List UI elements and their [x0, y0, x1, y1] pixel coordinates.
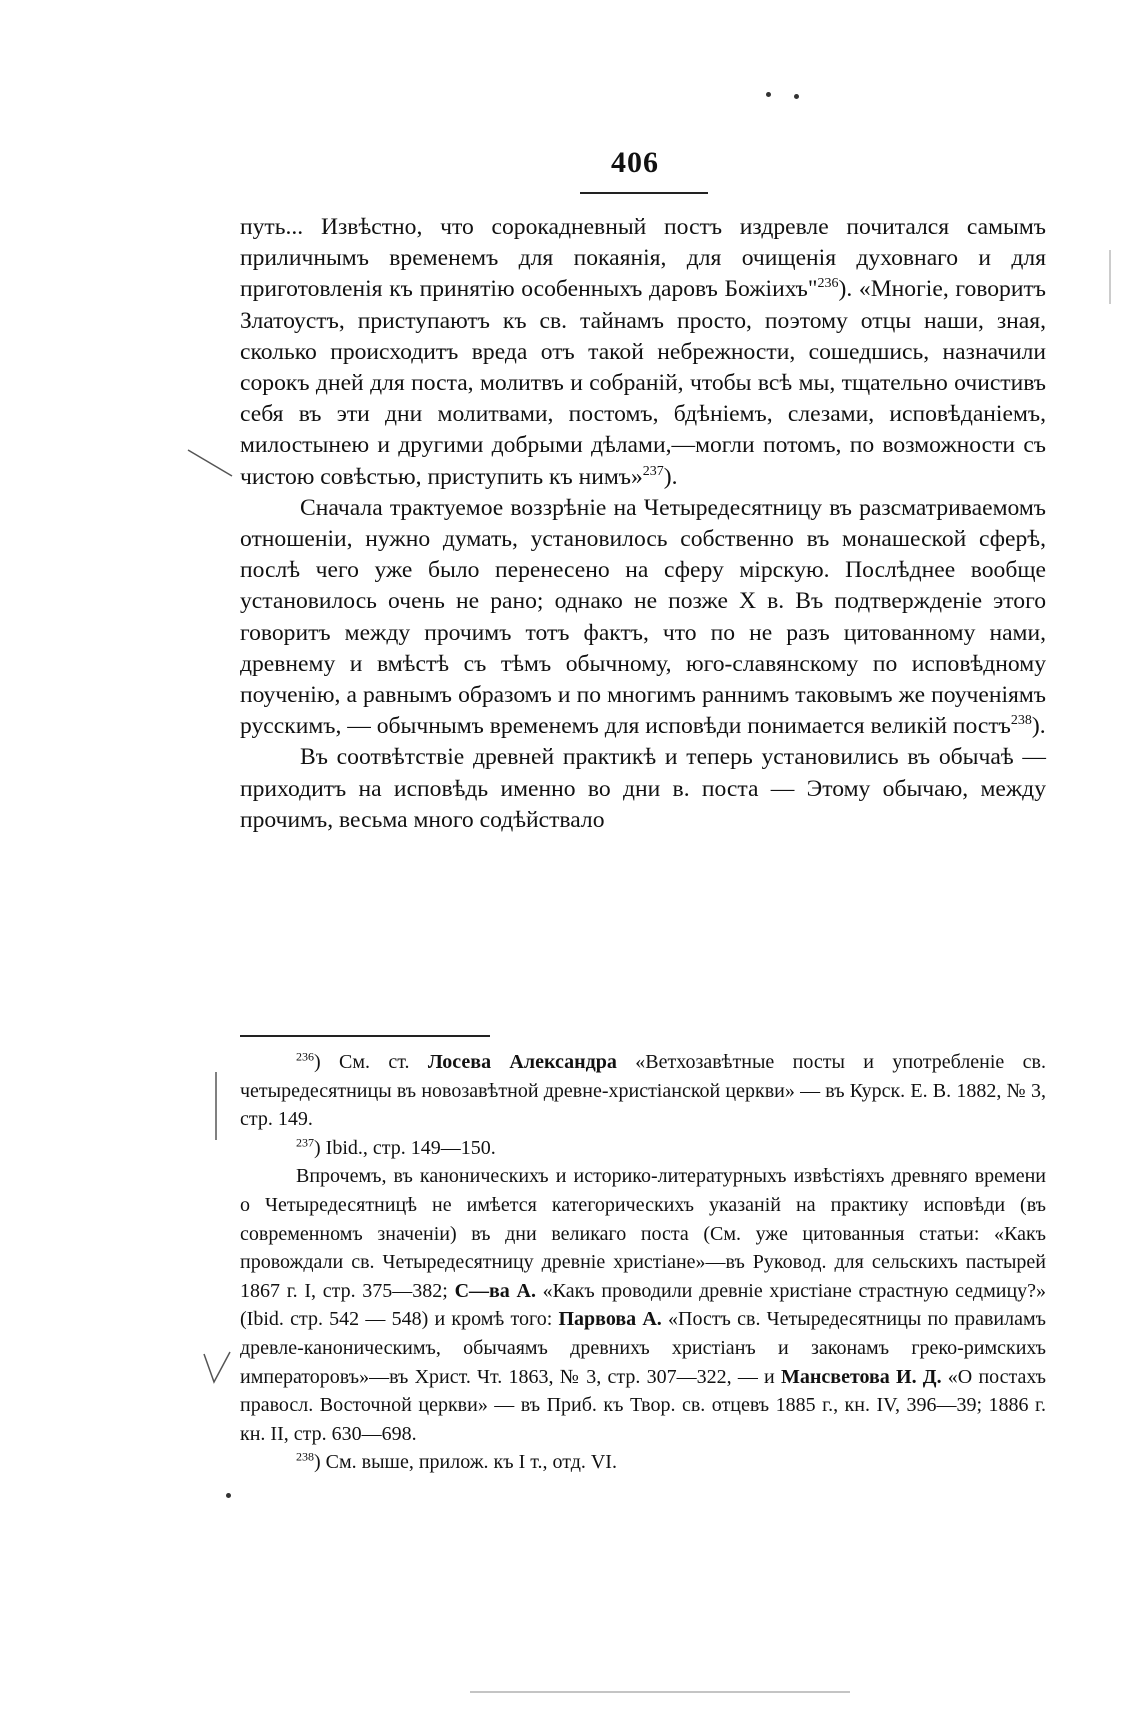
footnote-text: «Какъ проводили древніе христіане страстную седмицу?» (Ibid. стр. 542 — 548) и кромѣ того: [240, 1279, 1047, 1331]
footnote-text: «О постахъ правосл. Восточной церкви» — въ Приб. къ Твор. св. отцевъ 1885 г., кн. IV, 396—39; 1886 г. кн. II, стр. 630—698. [240, 1365, 1046, 1445]
scan-speck [226, 1493, 231, 1498]
footnote-number: 237 [296, 1135, 314, 1150]
footnote-text: ) См. выше, прилож. къ I т., отд. VI. [314, 1451, 617, 1474]
paragraph-text: ). «Многіе, говоритъ Златоустъ, приступаютъ къ св. тайнамъ просто, поэтому отцы наши, зная, сколько происходитъ вреда отъ такой небрежности, сошедшись, назначили сорокъ дней для поста, молитвъ и собраній, чтобы всѣ мы, тщательно очистивъ себя въ эти дни молитвами, постомъ, бдѣніемъ, слезами, исповѣданіемъ, милостынею и другими добрыми дѣлами,—могли потомъ, по возможности съ чистою совѣстью, приступить къ нимъ» [240, 276, 1046, 490]
page-number-underline [580, 192, 708, 194]
margin-pencil-mark [186, 446, 236, 486]
paragraph [240, 493, 1046, 743]
paragraph-text: ). [663, 463, 678, 490]
paragraph-text: Сначала трактуемое воззрѣніе на Четыредесятницу въ разсматриваемомъ отношеніи, нужно думать, установилось собственно въ монашеской сферѣ, послѣ чего уже было перенесено на сферу мірскую. Послѣднее вообще установилось очень не рано; однако не позже X в. Въ подтвержденіе этого говоритъ между прочимъ тотъ фактъ, что по не разъ цитованному нами, древнему и вмѣстѣ съ тѣмъ обычному, юго-славянскому по исповѣдному поученію, а равнымъ образомъ и по многимъ раннимъ таковымъ же поученіямъ русскимъ, — обычнымъ временемъ для исповѣди понимается великій постъ [240, 494, 1046, 740]
main-text [240, 212, 1046, 836]
footnote-text: «Постъ св. Четыредесятницы по правиламъ древле-каноническимъ, обычаямъ древнихъ христіанъ и законамъ греко-римскихъ императоровъ»—въ Христ. Чт. 1863, № 3, стр. 307—322, — и [240, 1308, 1046, 1388]
page-edge-line [470, 1688, 870, 1698]
footnote-238 [240, 1448, 1046, 1477]
margin-line [1106, 248, 1116, 308]
paragraph [240, 742, 1046, 836]
footnote-author: Лосева Александра [427, 1051, 617, 1073]
footnote-ref: 237 [642, 463, 664, 479]
footnote-237 [240, 1134, 1046, 1163]
margin-pencil-check [200, 1348, 240, 1388]
footnote-text: Впрочемъ, въ каноническихъ и историко-литературныхъ извѣстіяхъ древняго времени о Четыредесятницѣ не имѣется категорическихъ указаній на практику исповѣди (въ современномъ значеніи) въ дни великаго поста (См. уже цитованныя статьи: «Какъ провождали св. Четыредесятницу древніе христіане»—въ Руковод. для сельскихъ пастырей 1867 г. I, стр. 375—382; [240, 1165, 1046, 1302]
footnote-continuation [240, 1162, 1046, 1448]
paragraph-text: ). [1031, 713, 1046, 740]
page-number: 406 [611, 146, 659, 179]
footnote-author: Мансветова И. Д. [780, 1365, 942, 1388]
footnote-number: 236 [296, 1049, 314, 1064]
paragraph-text: Въ соотвѣтствіе древней практикѣ и теперь установились въ обычаѣ — приходитъ на исповѣдь именно во дни в. поста — Этому обычаю, между прочимъ, весьма много содѣйствало [240, 744, 1046, 833]
footnote-text: ) Ibid., стр. 149—150. [314, 1136, 496, 1159]
scan-speck [766, 92, 771, 97]
scan-speck [794, 94, 799, 99]
footnote-ref: 236 [817, 276, 839, 292]
footnote-separator [240, 1035, 490, 1037]
footnote-author: Парвова А. [558, 1308, 662, 1331]
footnote-ref: 238 [1010, 713, 1032, 729]
margin-pencil-bracket [206, 1070, 226, 1150]
footnote-text: ) См. ст. [314, 1051, 428, 1073]
footnote-number: 238 [296, 1449, 314, 1464]
footnotes [240, 1048, 1046, 1477]
footnote-236 [240, 1048, 1046, 1134]
paragraph [240, 212, 1046, 493]
footnote-author: С—ва А. [454, 1279, 536, 1302]
paragraph-text: путь... Извѣстно, что сорокадневный постъ издревле почитался самымъ приличнымъ временемъ для покаянія, для очищенія духовнаго и для приготовленія къ принятію особенныхъ даровъ Божіихъ" [240, 214, 1046, 303]
footnote-text: «Ветхозавѣтные посты и употребленіе св. четыредесятницы въ новозавѣтной древне-христіанской церкви» — въ Курск. Е. В. 1882, № 3, стр. 149. [240, 1051, 1046, 1131]
